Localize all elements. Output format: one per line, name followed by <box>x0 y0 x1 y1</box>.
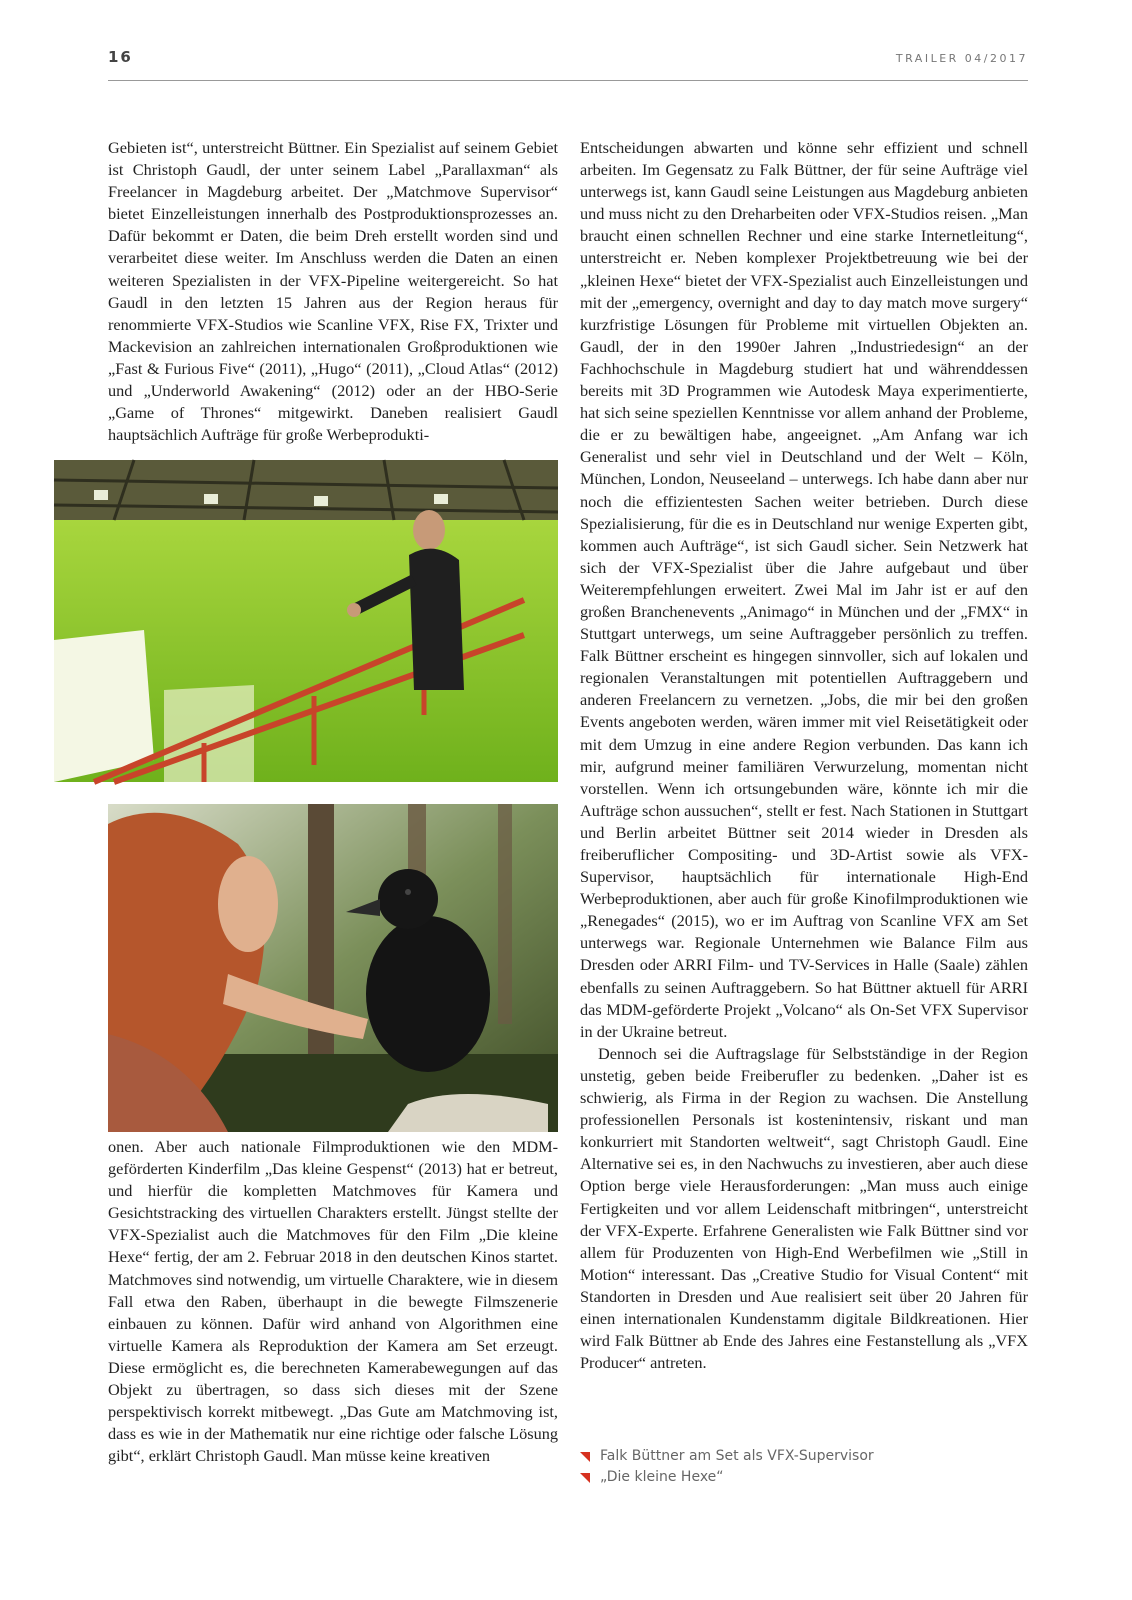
header-divider <box>108 80 1028 81</box>
photo-kleine-hexe <box>108 804 558 1132</box>
article-paragraph: Entscheidungen abwarten und könne sehr effizient und schnell arbeiten. Im Gegensatz zu Falk Büttner, der für seine Aufträge viel unterwegs ist, kann Gaudl seine Leistungen aus Magdeburg anbieten und muss nicht zu den Dreharbeiten oder VFX-Studios reisen. „Man braucht einen schnellen Rechner und eine starke Internetleitung“, unterstreicht er. Neben komplexer Projektbetreuung wie bei der „kleinen Hexe“ bietet der VFX-Spezialist auch Einzelleistungen und mit der „emergency, overnight and day to day match move surgery“ kurzfristige Lösungen für Probleme mit virtuellen Objekten an. Gaudl, der in den 1990er Jahren „Industriedesign“ an der Fachhochschule in Magdeburg studiert hat und währenddessen bereits mit 3D Programmen wie Autodesk Maya experimentierte, hat sich seine speziellen Kenntnisse vor allem anhand der Probleme, die er zu bewältigen habe, angeeignet. „Am Anfang war ich Generalist und sehr viel in Deutschland und der Welt – Köln, München, London, Neuseeland – unterwegs. Ich habe dann aber nur noch die effizientesten Sachen weiter betrieben. Durch diese Spezialisierung, für die es in Deutschland nur wenige Experten gibt, kommen auch Aufträge“, ist sich Gaudl sicher. Sein Netzwerk hat sich der VFX-Spezialist über die Jahre aufgebaut und über Weiterempfehlungen erweitert. Zwei Mal im Jahr ist er auf den großen Branchenevents „Animago“ in München und der „FMX“ in Stuttgart unterwegs, um seine Auftraggeber persönlich zu treffen. Falk Büttner erscheint es hingegen sinnvoller, sich auf lokalen und regionalen Veranstaltungen mit potentiellen Auftraggebern und anderen Freelancern zu vernetzen. „Jobs, die mir bei den großen Events angeboten werden, wären immer mit viel Reisetätigkeit oder mit dem Umzug in eine andere Region verbunden. Das kann ich mir, aufgrund meiner familiären Verwurzelung, momentan nicht vorstellen. Wenn ich ortsungebunden wäre, könnte ich mir die Aufträge schon aussuchen“, stellt er fest. Nach Stationen in Stuttgart und Berlin arbeitet Büttner seit 2014 wieder in Dresden als freiberuflicher Compositing- und 3D-Artist sowie als VFX-Supervisor, hauptsächlich für internationale High-End Werbeproduktionen, aber auch für große Kinofilmproduktionen wie „Renegades“ (2015), wo er im Auftrag von Scanline VFX am Set unterwegs war. Regionale Unternehmen wie Balance Film aus Dresden oder ARRI Film- und TV-Services in Halle (Saale) zählen ebenfalls zu seinen Auftraggebern. So hat Büttner aktuell für ARRI das MDM-geförderte Projekt „Volcano“ als On-Set VFX Supervisor in der Ukraine betreut. <box>580 138 1028 1041</box>
article-paragraph: onen. Aber auch nationale Filmproduktionen wie den MDM-geförderten Kinderfilm „Das kleine Gespenst“ (2013) hat er betreut, und hierfür die kompletten Matchmoves für Kamera und Gesichtstracking des virtuellen Charakters erstellt. Jüngst stellte der VFX-Spezialist auch die Matchmoves für den Film „Die kleine Hexe“ fertig, der am 2. Februar 2018 in den deutschen Kinos startet. Matchmoves sind notwendig, um virtuelle Charaktere, wie in diesem Fall etwa den Raben, überhaupt in die bewegte Filmszenerie einbauen zu können. Dafür wird anhand von Algorithmen eine virtuelle Kamera als Reproduktion der Kamera am Set erzeugt. Diese ermöglicht es, die berechneten Kamerabewegungen auf das Objekt zu übertragen, so dass sich dieses mit der Szene perspektivisch korrekt mitbewegt. „Das Gute am Matchmoving ist, dass es wie in der Mathematik nur eine richtige oder falsche Lösung gibt“, erklärt Christoph Gaudl. Man müsse keine kreativen <box>108 1137 558 1466</box>
page-number: 16 <box>108 48 133 66</box>
caption-row <box>580 1446 874 1467</box>
caption-arrow-icon <box>580 1473 590 1483</box>
article-column-left-bottom <box>108 1136 558 1466</box>
photo-greenscreen-set <box>54 460 558 782</box>
caption-text: „Die kleine Hexe“ <box>600 1469 724 1485</box>
article-paragraph: Gebieten ist“, unterstreicht Büttner. Ein Spezialist auf seinem Gebiet ist Christoph Gaudl, der unter seinem Label „Parallaxman“ als Freelancer in Magdeburg arbeitet. Der „Matchmove Supervisor“ bietet Einzelleistungen innerhalb des Postproduktionsprozesses an. Dafür bekommt er Daten, die beim Dreh erstellt worden sind und verarbeitet diese weiter. Im Anschluss werden die Daten an einen weiteren Spezialisten in der VFX-Pipeline weitergereicht. So hat Gaudl in den letzten 15 Jahren aus der Region heraus für renommierte VFX-Studios wie Scanline VFX, Rise FX, Trixter und Mackevision an zahlreichen internationalen Großproduktionen wie „Fast & Furious Five“ (2011), „Hugo“ (2011), „Cloud Atlas“ (2012) und „Underworld Awakening“ (2012) oder an der HBO-Serie „Game of Thrones“ mitgewirkt. Daneben realisiert Gaudl hauptsächlich Aufträge für große Werbeprodukti- <box>108 138 558 445</box>
magazine-issue: TRAILER 04/2017 <box>895 52 1028 65</box>
caption-text: Falk Büttner am Set als VFX-Supervisor <box>600 1448 874 1464</box>
photo-captions <box>580 1446 874 1488</box>
caption-row <box>580 1467 874 1488</box>
article-column-right <box>580 137 1028 1373</box>
article-column-left-top <box>108 137 558 447</box>
caption-arrow-icon <box>580 1452 590 1462</box>
article-paragraph: Dennoch sei die Auftragslage für Selbstständige in der Region unstetig, geben beide Freiberufler zu bedenken. „Daher ist es schwierig, als Firma in der Region zu wachsen. Die Anstellung professionellen Personals ist kostenintensiv, riskant und man konkurriert mit Standorten weltweit“, sagt Christoph Gaudl. Eine Alternative sei es, in den Nachwuchs zu investieren, aber auch diese Option berge viele Herausforderungen: „Man muss auch einige Fertigkeiten und vor allem Leidenschaft mitbringen“, unterstreicht der VFX-Experte. Erfahrene Generalisten wie Falk Büttner sind vor allem für Produzenten von High-End Werbefilmen wie „Still in Motion“ interessant. Das „Creative Studio for Visual Content“ mit Standorten in Dresden und Aue realisiert seit über 20 Jahren für einen internationalen Kundenstamm digitale Bildkreationen. Hier wird Falk Büttner ab Ende des Jahres eine Festanstellung als „VFX Producer“ antreten. <box>580 1043 1028 1373</box>
